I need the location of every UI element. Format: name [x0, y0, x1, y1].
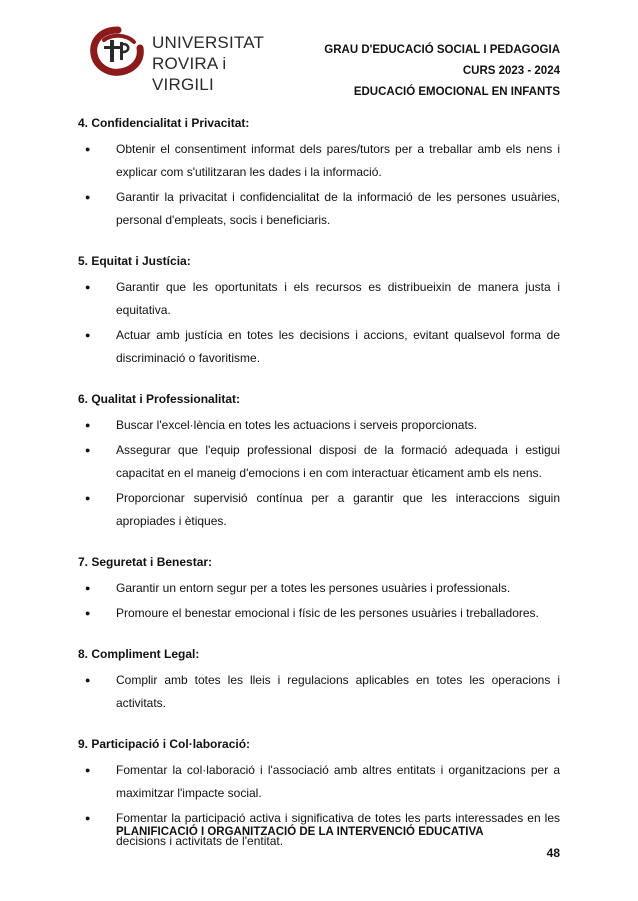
- bullet-icon: ●: [85, 192, 91, 202]
- bullet-list: [78, 669, 560, 715]
- list-item: ● Promoure el benestar emocional i físic de les persones usuàries i treballadores.: [78, 602, 560, 625]
- list-item: ● Fomentar la participació activa i significativa de totes les parts interessades en les decisions i activitats de l'entitat.: [78, 807, 560, 853]
- bullet-list: [78, 759, 560, 853]
- bullet-list: [78, 414, 560, 533]
- section-title: 4. Confidencialitat i Privacitat:: [78, 116, 250, 130]
- bullet-icon: ●: [85, 282, 91, 292]
- section-compliment: [78, 643, 560, 715]
- bullet-list: [78, 276, 560, 370]
- logo-line-2: ROVIRA i VIRGILI: [152, 54, 227, 94]
- bullet-list: [78, 138, 560, 232]
- list-item: ● Fomentar la col·laboració i l'associació amb altres entitats i organitzacions per a maximitzar l'impacte social.: [78, 759, 560, 805]
- list-item: ● Garantir que les oportunitats i els recursos es distribueixin de manera justa i equitativa.: [78, 276, 560, 322]
- list-item: ● Proporcionar supervisió contínua per a garantir que les interaccions siguin apropiades i ètiques.: [78, 487, 560, 533]
- bullet-icon: ●: [85, 675, 91, 685]
- list-item: ● Assegurar que l'equip professional disposi de la formació adequada i estigui capacitat en el maneig d'emocions i en com interactuar èticament amb els nens.: [78, 439, 560, 485]
- list-item: ● Garantir la privacitat i confidencialitat de la informació de les persones usuàries, personal d'empleats, socis i beneficiaris.: [78, 186, 560, 232]
- page-number: 48: [546, 846, 560, 860]
- bullet-icon: ●: [85, 608, 91, 618]
- section-seguretat: [78, 551, 560, 625]
- section-title: 5. Equitat i Justícia:: [78, 254, 191, 268]
- bullet-icon: ●: [85, 813, 91, 823]
- footer-title: PLANIFICACIÓ I ORGANITZACIÓ DE LA INTERVENCIÓ EDUCATIVA: [116, 826, 484, 838]
- logo-wordmark: [152, 32, 290, 95]
- section-qualitat: [78, 388, 560, 533]
- bullet-icon: ●: [85, 330, 91, 340]
- logo-line-1: UNIVERSITAT: [152, 33, 265, 52]
- bullet-icon: ●: [85, 144, 91, 154]
- course-year: CURS 2023 - 2024: [462, 65, 560, 77]
- university-logo: [90, 26, 290, 94]
- bullet-icon: ●: [85, 765, 91, 775]
- bullet-icon: ●: [85, 445, 91, 455]
- header-info: [324, 40, 560, 103]
- bullet-list: [78, 577, 560, 625]
- bullet-icon: ●: [85, 583, 91, 593]
- section-confidencialitat: [78, 112, 560, 232]
- list-item: ● Complir amb totes les lleis i regulacions aplicables en totes les operacions i activitats.: [78, 669, 560, 715]
- list-item: ● Buscar l'excel·lència en totes les actuacions i serveis proporcionats.: [78, 414, 560, 437]
- document-body: [78, 112, 560, 871]
- section-title: 9. Participació i Col·laboració:: [78, 737, 251, 751]
- list-item: ● Obtenir el consentiment informat dels pares/tutors per a treballar amb els nens i explicar com s'utilitzaran les dades i la informació.: [78, 138, 560, 184]
- section-title: 8. Compliment Legal:: [78, 647, 200, 661]
- section-title: 7. Seguretat i Benestar:: [78, 555, 213, 569]
- list-item: ● Actuar amb justícia en totes les decisions i accions, evitant qualsevol forma de discriminació o favoritisme.: [78, 324, 560, 370]
- degree-title: GRAU D'EDUCACIÓ SOCIAL I PEDAGOGIA: [324, 44, 560, 56]
- section-title: 6. Qualitat i Professionalitat:: [78, 392, 241, 406]
- bullet-icon: ●: [85, 493, 91, 503]
- list-item: ● Garantir un entorn segur per a totes les persones usuàries i professionals.: [78, 577, 560, 600]
- subject-title: EDUCACIÓ EMOCIONAL EN INFANTS: [353, 86, 560, 98]
- bullet-icon: ●: [85, 420, 91, 430]
- section-equitat: [78, 250, 560, 370]
- urv-emblem-icon: [90, 26, 146, 76]
